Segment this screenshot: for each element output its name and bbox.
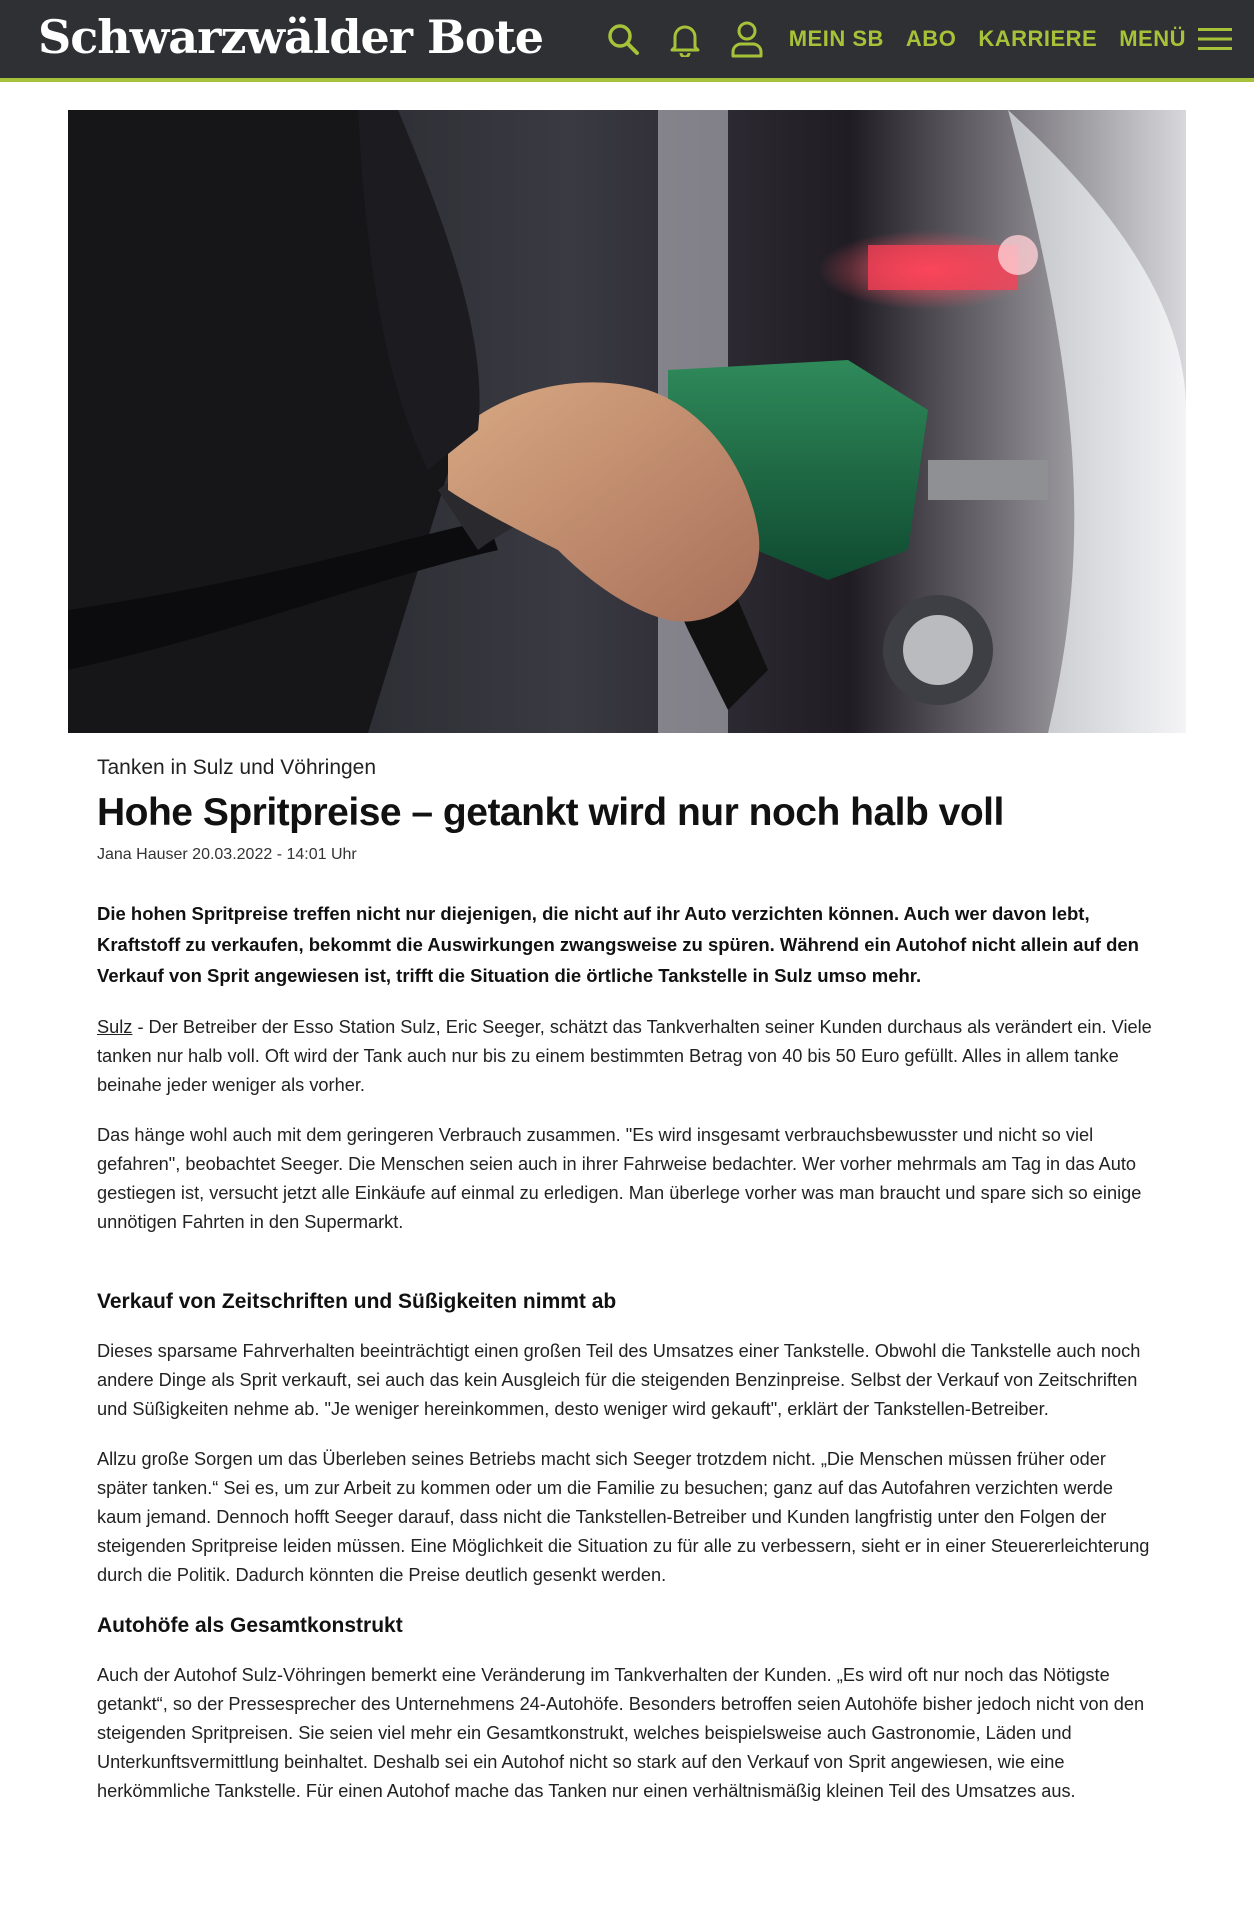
paragraph-1-text: - Der Betreiber der Esso Station Sulz, Eric Seeger, schätzt das Tankverhalten seiner Kunden durchaus als verändert ein. Viele tanken nur halb voll. Oft wird der Tank auch nur bis zu einem bestimmten Betrag von 40 bis 50 Euro gefüllt. Alles in allem tanke beinahe jeder weniger als vorher.	[97, 1017, 1152, 1095]
fuel-nozzle-photo	[68, 110, 1186, 733]
location-link[interactable]: Sulz	[97, 1017, 133, 1037]
article-body	[97, 756, 1157, 1827]
menu-label: MENÜ	[1119, 26, 1186, 51]
subheading-2: Autohöfe als Gesamtkonstrukt	[97, 1614, 403, 1637]
paragraph-2: Das hänge wohl auch mit dem geringeren Verbrauch zusammen. "Es wird insgesamt verbrauchsbewusster und nicht so viel gefahren", beobachtet Seeger. Die Menschen seien auch in ihrer Fahrweise bedachter. Wer vorher mehrmals am Tag in das Auto gestiegen ist, versucht jetzt alle Einkäufe auf einmal zu erledigen. Man überlege vorher was man braucht und spare sich so einige unnötigen Fahrten in den Supermarkt.	[97, 1125, 1142, 1232]
article-headline: Hohe Spritpreise – getankt wird nur noch halb voll	[97, 791, 1004, 834]
article-lead: Die hohen Spritpreise treffen nicht nur diejenigen, die nicht auf ihr Auto verzichten können. Auch wer davon lebt, Kraftstoff zu verkaufen, bekommt die Auswirkungen zwangsweise zu spüren. Während ein Autohof nicht allein auf den Verkauf von Sprit angewiesen ist, trifft die Situation die örtliche Tankstelle in Sulz umso mehr.	[97, 903, 1139, 986]
paragraph-5: Auch der Autohof Sulz-Vöhringen bemerkt eine Veränderung im Tankverhalten der Kunden. „Es wird oft nur noch das Nötigste getankt“, so der Pressesprecher des Unternehmens 24-Autohöfe. Besonders betroffen seien Autohöfe bisher jedoch nicht von den steigenden Spritpreisen. Sie seien viel mehr ein Gesamtkonstrukt, welches beispielsweise auch Gastronomie, Läden und Unterkunftsvermittlung beinhaltet. Deshalb sei ein Autohof nicht so stark auf den Verkauf von Sprit angewiesen, wie eine herkömmliche Tankstelle. Für einen Autohof mache das Tanken nur einen verhältnismäßig kleinen Teil des Umsatzes aus.	[97, 1665, 1145, 1801]
article-kicker: Tanken in Sulz und Vöhringen	[97, 756, 377, 779]
paragraph-3: Dieses sparsame Fahrverhalten beeinträchtigt einen großen Teil des Umsatzes einer Tankstelle. Obwohl die Tankstelle auch noch andere Dinge als Sprit verkauft, sei auch das kein Ausgleich für die steigenden Benzinpreise. Selbst der Verkauf von Zeitschriften und Süßigkeiten nehme ab. "Je weniger hereinkommen, desto weniger wird gekauft", erklärt der Tankstellen-Betreiber.	[97, 1341, 1141, 1419]
article-hero-image	[68, 110, 1186, 733]
bell-icon[interactable]	[665, 19, 705, 59]
article-byline: Jana Hauser 20.03.2022 - 14:01 Uhr	[97, 846, 357, 863]
subheading-1: Verkauf von Zeitschriften und Süßigkeiten nimmt ab	[97, 1290, 617, 1313]
top-nav	[603, 0, 1232, 78]
search-icon[interactable]	[603, 19, 643, 59]
karriere-link[interactable]: KARRIERE	[978, 26, 1098, 51]
abo-link[interactable]: ABO	[905, 26, 957, 51]
paragraph-4: Allzu große Sorgen um das Überleben seines Betriebs macht sich Seeger trotzdem nicht. „Die Menschen müssen früher oder später tanken.“ Sei es, um zur Arbeit zu kommen oder um die Familie zu besuchen; ganz auf das Autofahren verzichten werde kaum jemand. Dennoch hofft Seeger darauf, dass nicht die Tankstellen-Betreiber und Kunden langfristig unter den Folgen der steigenden Spritpreise leiden müssen. Eine Möglichkeit die Situation zu für alle zu verbessern, sieht er in einer Steuererleichterung durch die Politik. Dadurch könnten die Preise deutlich gesenkt werden.	[97, 1449, 1150, 1585]
site-header	[0, 0, 1254, 82]
mein-sb-link[interactable]: MEIN SB	[788, 26, 884, 51]
menu-button[interactable]	[1119, 26, 1232, 52]
hamburger-icon	[1198, 26, 1232, 52]
user-icon[interactable]	[727, 19, 767, 59]
site-logo[interactable]: Schwarzwälder Bote	[38, 10, 544, 64]
paragraph-1	[97, 1013, 1157, 1100]
